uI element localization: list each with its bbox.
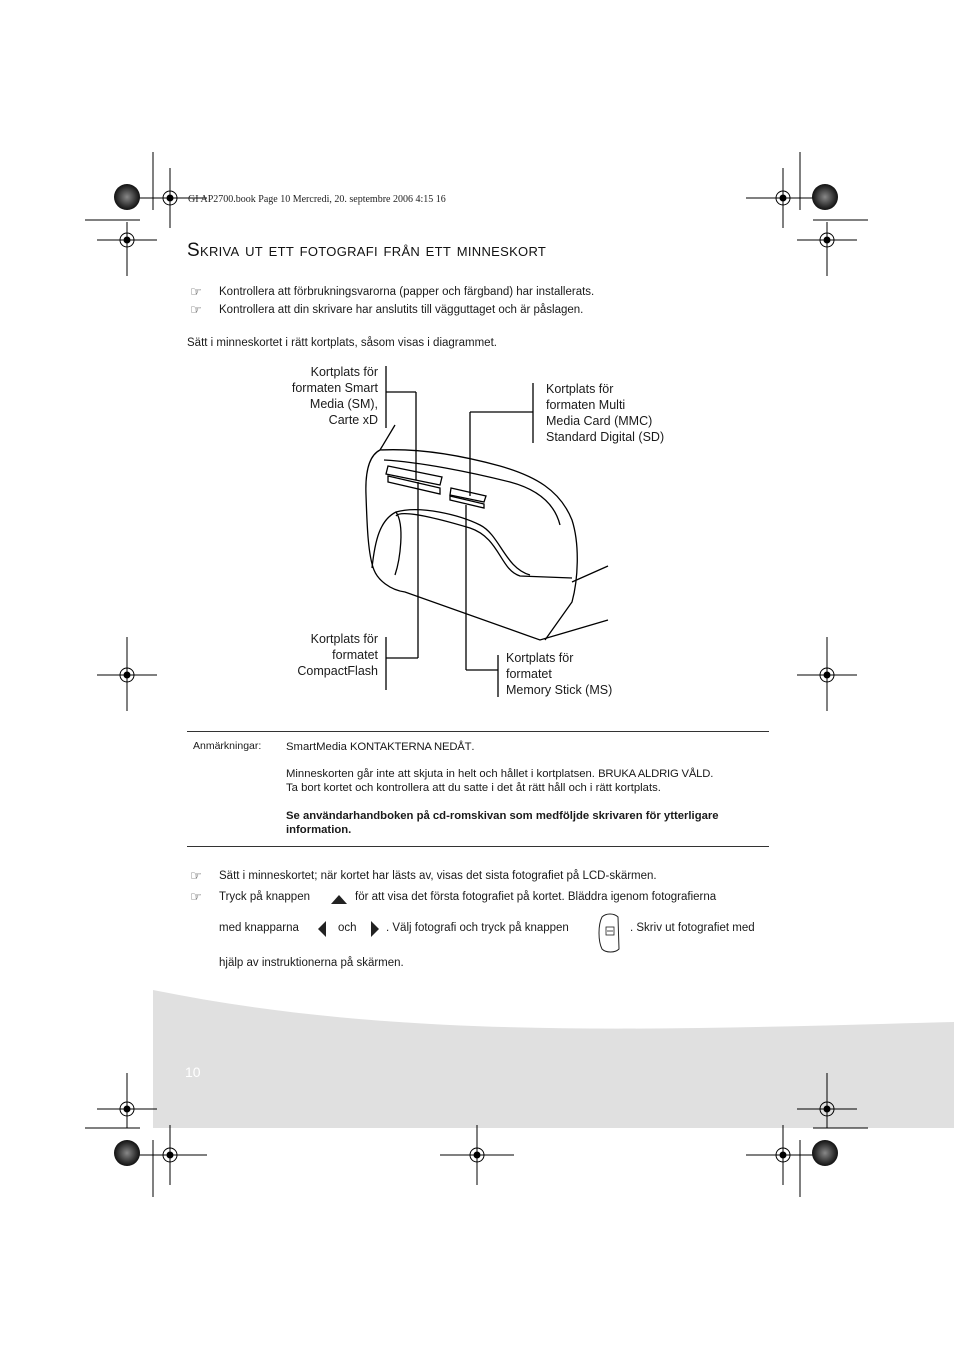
pointing-hand-icon: ☞ [190, 284, 202, 299]
step-2-part-c: med knapparna [219, 922, 299, 934]
label-line: Media Card (MMC) [546, 414, 653, 428]
label-line: Kortplats för [546, 382, 614, 396]
up-arrow-icon [330, 893, 348, 905]
step-2-part-f: . Skriv ut fotografiet med [630, 922, 755, 934]
label-line: Media (SM), [309, 397, 378, 411]
label-sm-slot [270, 364, 378, 428]
step-2-part-e: . Välj fotografi och tryck på knappen [386, 922, 569, 934]
label-line: Kortplats för [310, 632, 378, 646]
label-line: formatet [332, 648, 378, 662]
right-arrow-icon [369, 920, 381, 938]
book-header: GI AP2700.book Page 10 Mercredi, 20. septembre 2006 4:15 16 [188, 194, 446, 205]
notes-line-5: information. [286, 824, 352, 836]
left-arrow-icon [316, 920, 328, 938]
label-line: Carte xD [328, 413, 378, 427]
label-ms-slot [506, 650, 612, 698]
notes-text: . [710, 768, 714, 780]
label-line: Kortplats för [310, 365, 378, 379]
print-button-icon [596, 911, 624, 955]
notes-line-1 [286, 740, 475, 754]
notes-line-4: Se användarhandboken på cd-romskivan som medföljde skrivaren för ytterligare [286, 810, 719, 822]
notes-line-2 [286, 767, 713, 781]
step-2-part-d: och [338, 922, 357, 934]
notes-emphasis: BRUKA ALDRIG VÅLD [598, 768, 711, 780]
label-line: formaten Multi [546, 398, 626, 412]
label-line: Memory Stick (MS) [506, 683, 613, 697]
label-cf-slot [270, 631, 378, 679]
step-1: Sätt i minneskortet; när kortet har lästs av, visas det sista fotografiet på LCD-skärmen. [219, 870, 657, 882]
pointing-hand-icon: ☞ [190, 889, 202, 904]
notes-top-rule [187, 731, 769, 732]
label-line: formatet [506, 667, 552, 681]
label-line: CompactFlash [297, 664, 378, 678]
check-item: Kontrollera att förbrukningsvarorna (papper och färgband) har installerats. [219, 286, 595, 298]
step-2-part-b: för att visa det första fotografiet på kortet. Bläddra igenom fotografierna [355, 891, 717, 903]
pointing-hand-icon: ☞ [190, 868, 202, 883]
pointing-hand-icon: ☞ [190, 302, 202, 317]
notes-line-3: Ta bort kortet och kontrollera att du satte i det åt rätt håll och i rätt kortplats. [286, 782, 661, 794]
notes-text: Minneskorten går inte att skjuta in helt och hållet i kortplatsen. [286, 768, 599, 780]
page-number: 10 [185, 1064, 201, 1080]
label-line: Standard Digital (SD) [546, 430, 665, 444]
notes-heading: Anmärkningar: [193, 740, 262, 752]
label-line: Kortplats för [506, 651, 574, 665]
check-item: Kontrollera att din skrivare har anslutits till vägguttaget och är påslagen. [219, 304, 584, 316]
label-line: formaten Smart [291, 381, 378, 395]
step-2-part-a: Tryck på knappen [219, 891, 310, 903]
label-mmc-slot [546, 381, 664, 445]
notes-emphasis: KONTAKTERNA NEDÅT [350, 741, 472, 753]
step-2-part-g: hjälp av instruktionerna på skärmen. [219, 957, 404, 969]
intro-text: Sätt i minneskortet i rätt kortplats, såsom visas i diagrammet. [187, 337, 497, 349]
notes-bottom-rule [187, 846, 769, 847]
notes-text: SmartMedia [286, 741, 351, 753]
notes-text: . [471, 741, 475, 753]
page-title: Skriva ut ett fotografi från ett minneskort [187, 240, 547, 261]
